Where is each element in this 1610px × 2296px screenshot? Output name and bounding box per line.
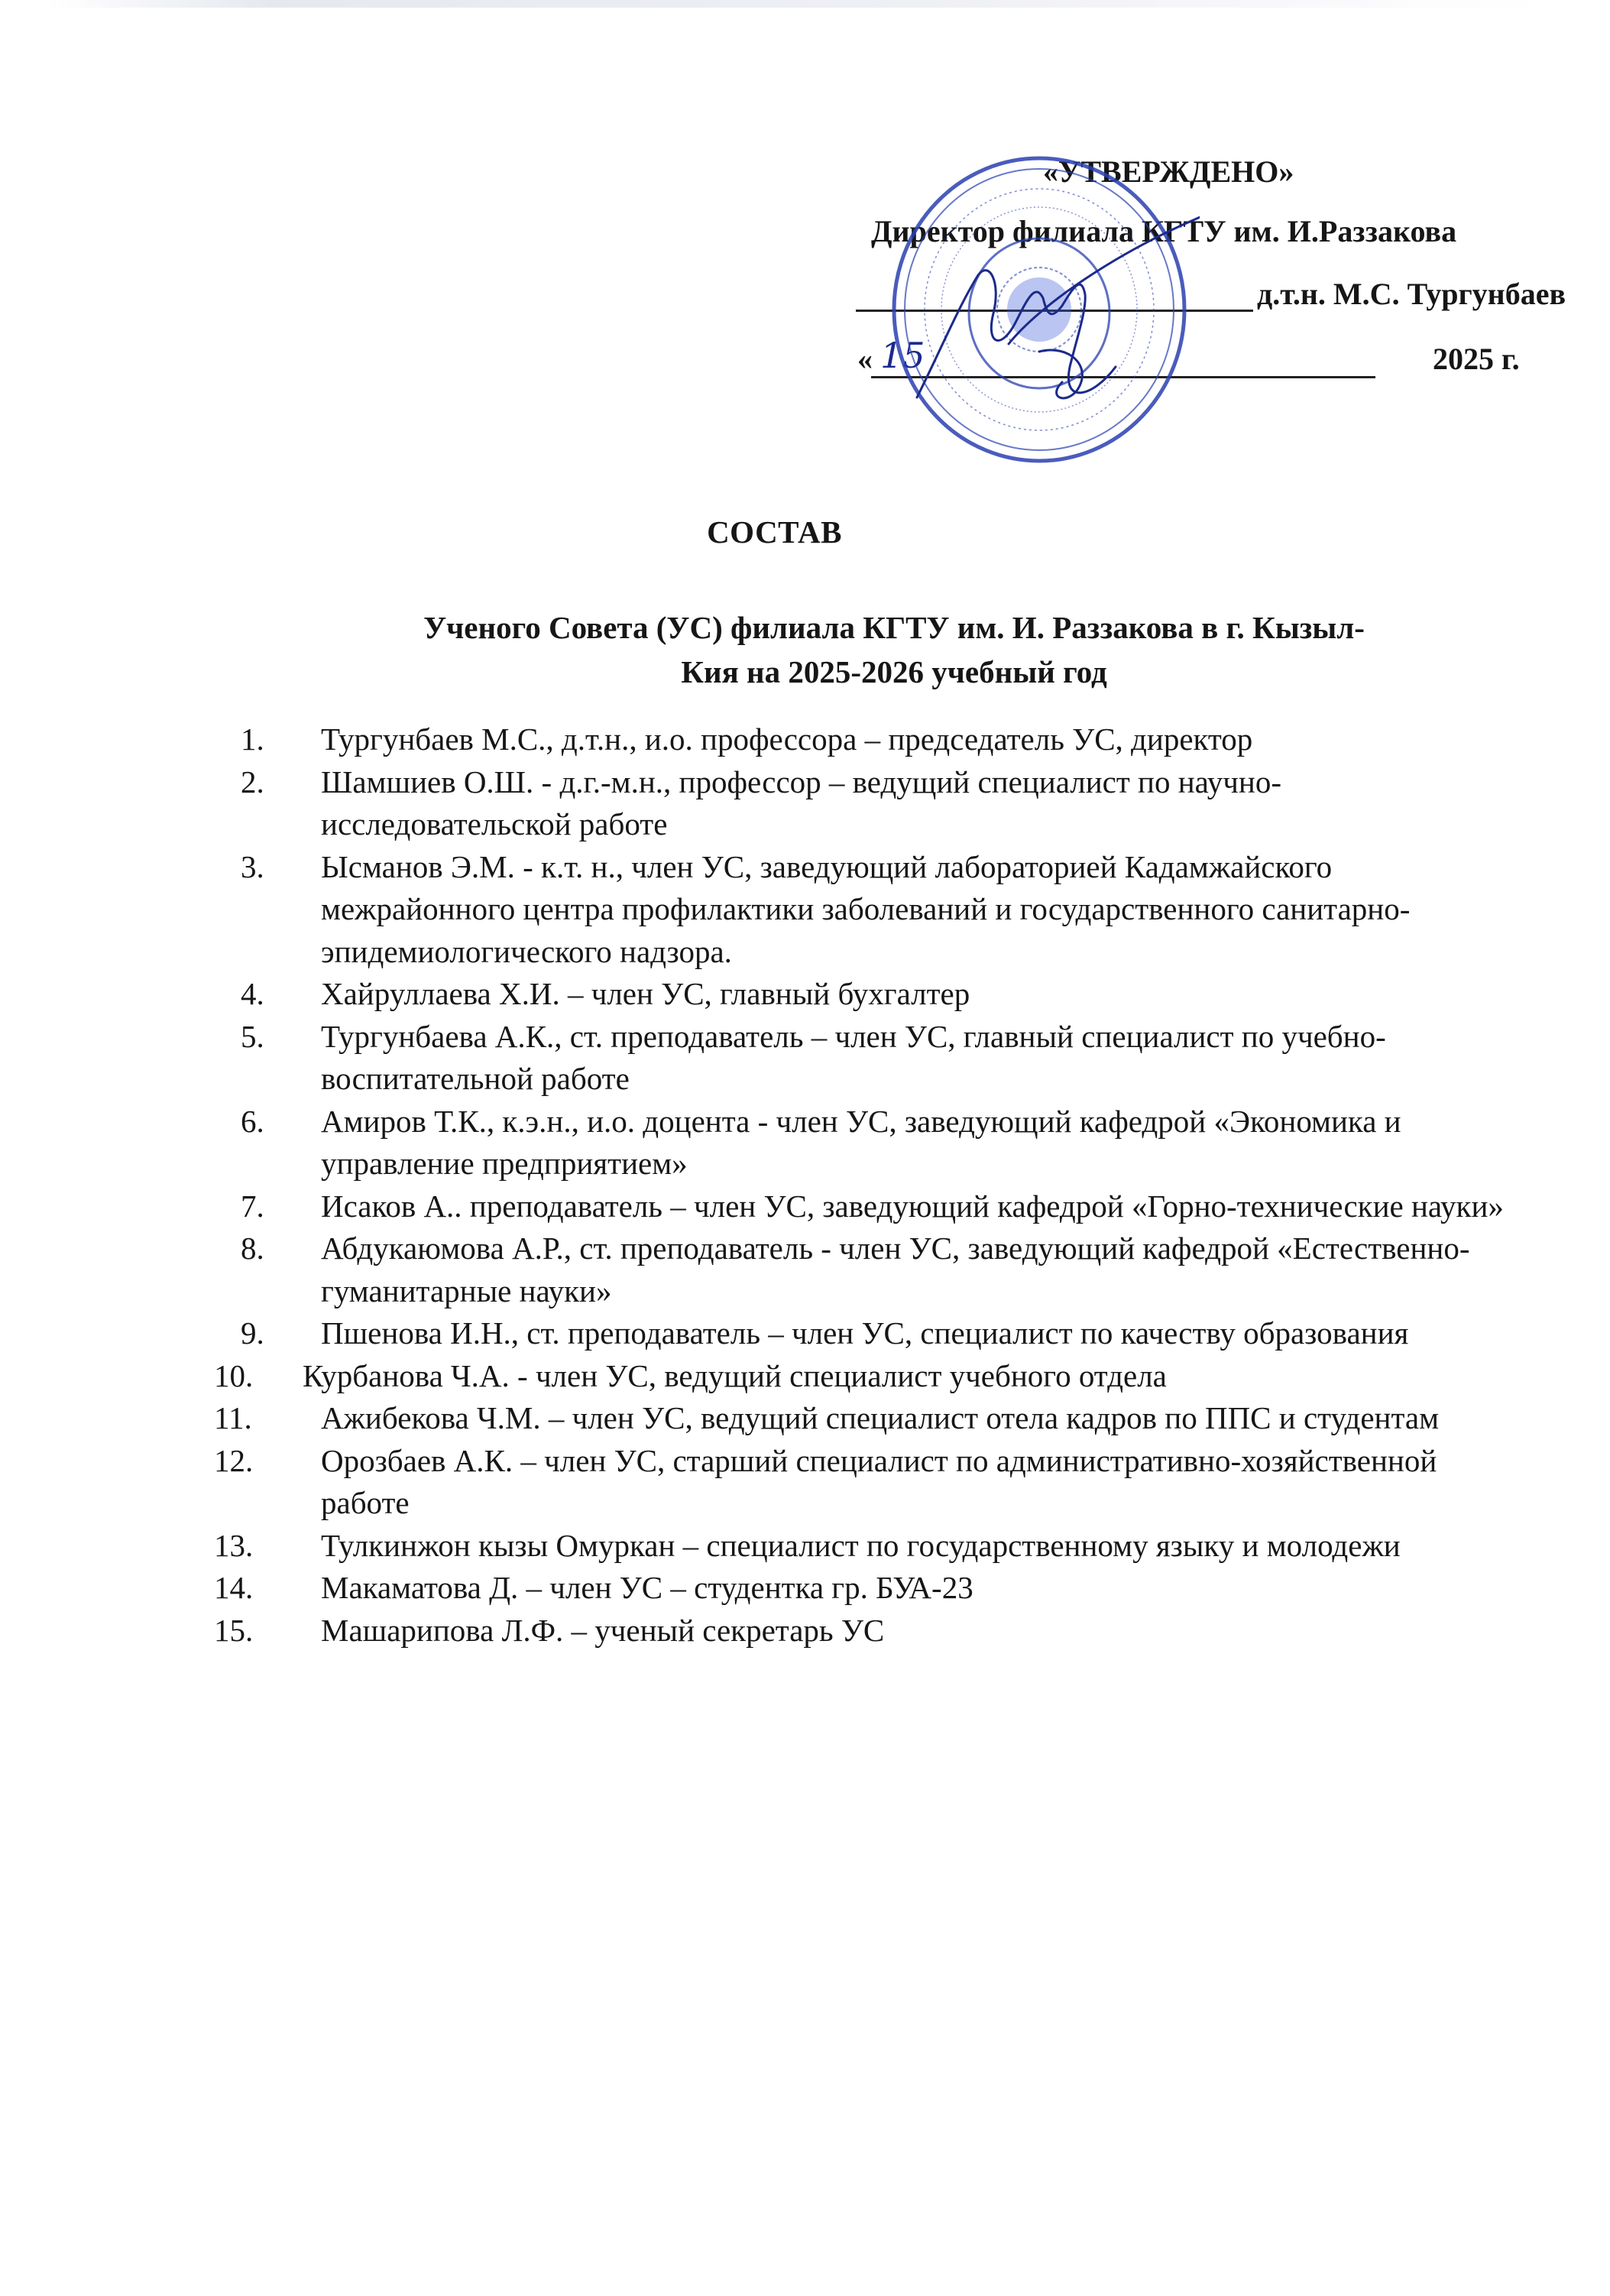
item-text: Абдукаюмова А.Р., ст. преподаватель - член УС, заведующий кафедрой «Естественно-гуманитарные науки» <box>321 1231 1470 1309</box>
item-number: 8. <box>241 1231 264 1266</box>
item-number: 12. <box>214 1442 254 1478</box>
signature-underline <box>856 310 1253 312</box>
item-text: Курбанова Ч.А. - член УС, ведущий специалист учебного отдела <box>303 1357 1167 1393</box>
list-item <box>214 1397 1513 1440</box>
list-item <box>214 1525 1513 1568</box>
item-text: Ажибекова Ч.М. – член УС, ведущий специалист отела кадров по ППС и студентам <box>321 1400 1440 1435</box>
list-item <box>214 1567 1513 1610</box>
item-text: Орозбаев А.К. – член УС, старший специалист по административно-хозяйственной работе <box>321 1442 1437 1520</box>
date-day-handwritten: 15 <box>880 335 925 376</box>
item-number: 4. <box>241 976 264 1011</box>
list-item <box>214 761 1513 846</box>
list-item <box>214 1312 1513 1355</box>
document-title: СОСТАВ <box>707 514 842 550</box>
item-number: 14. <box>214 1570 254 1605</box>
list-item <box>214 1440 1513 1525</box>
approval-date <box>841 335 1528 382</box>
item-text: Исаков А.. преподаватель – член УС, заведующий кафедрой «Горно-технические науки» <box>321 1188 1504 1224</box>
list-item <box>214 1185 1513 1228</box>
item-text: Тулкинжон кызы Омуркан – специалист по государственному языку и молодежи <box>321 1527 1401 1563</box>
item-text: Шамшиев О.Ш. - д.г.-м.н., профессор – ведущий специалист по научно-исследовательской работе <box>321 764 1282 842</box>
list-item <box>214 1016 1513 1101</box>
item-number: 11. <box>214 1400 252 1435</box>
item-text: Тургунбаева А.К., ст. преподаватель – член УС, главный специалист по учебно-воспитательной работе <box>321 1018 1386 1096</box>
item-number: 10. <box>214 1357 254 1393</box>
document-header <box>0 514 1610 694</box>
item-number: 15. <box>214 1612 254 1648</box>
item-text: Макаматова Д. – член УС – студентка гр. БУА-23 <box>321 1570 973 1605</box>
subtitle-line-2: Кия на 2025-2026 учебный год <box>681 654 1107 689</box>
item-number: 2. <box>241 764 264 799</box>
date-quote: « <box>857 342 873 376</box>
item-text: Тургунбаев М.С., д.т.н., и.о. профессора – председатель УС, директор <box>321 722 1253 757</box>
item-number: 1. <box>241 722 264 757</box>
item-text: Ысманов Э.М. - к.т. н., член УС, заведующий лабораторией Кадамжайского межрайонного центра профилактики заболеваний и государственного санитарно-эпидемиологического надзора. <box>321 848 1411 969</box>
list-item <box>214 1227 1513 1312</box>
date-year: 2025 г. <box>1433 342 1520 376</box>
signatory-name: д.т.н. М.С. Тургунбаев <box>1257 277 1566 311</box>
list-item <box>214 1610 1513 1652</box>
list-item <box>214 846 1513 974</box>
document-subtitle <box>321 605 1467 694</box>
item-number: 7. <box>241 1188 264 1224</box>
date-underline <box>871 376 1375 378</box>
item-text: Хайруллаева Х.И. – член УС, главный бухгалтер <box>321 976 970 1011</box>
signature-line <box>841 277 1566 316</box>
scan-artifact <box>46 0 1544 8</box>
council-members-list <box>214 718 1513 1652</box>
list-item <box>214 718 1513 761</box>
list-item <box>214 1101 1513 1185</box>
subtitle-line-1: Ученого Совета (УС) филиала КГТУ им. И. Раззакова в г. Кызыл- <box>423 610 1365 645</box>
item-number: 3. <box>241 848 264 884</box>
item-text: Амиров Т.К., к.э.н., и.о. доцента - член УС, заведующий кафедрой «Экономика и управление предприятием» <box>321 1103 1401 1181</box>
item-text: Машарипова Л.Ф. – ученый секретарь УС <box>321 1612 885 1648</box>
item-number: 9. <box>241 1315 264 1351</box>
item-number: 13. <box>214 1527 254 1563</box>
list-item <box>214 1355 1513 1398</box>
approved-label: «УТВЕРЖДЕНО» <box>1043 154 1294 189</box>
approver-position: Директор филиала КГТУ им. И.Раззакова <box>871 214 1457 248</box>
item-number: 5. <box>241 1018 264 1054</box>
list-item <box>214 973 1513 1016</box>
item-number: 6. <box>241 1103 264 1139</box>
item-text: Пшенова И.Н., ст. преподаватель – член УС, специалист по качеству образования <box>321 1315 1409 1351</box>
